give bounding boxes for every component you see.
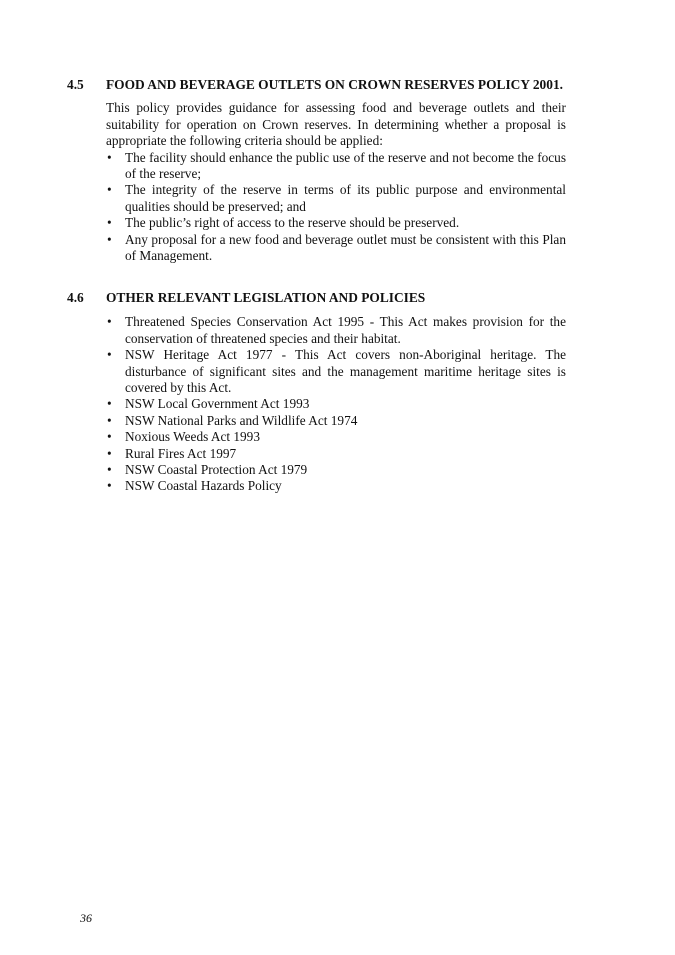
list-item-text: NSW Coastal Protection Act 1979 — [125, 462, 308, 478]
bullet-icon: • — [107, 478, 112, 494]
bullet-icon: • — [107, 396, 112, 412]
list-item — [106, 182, 566, 215]
list-item-text: Any proposal for a new food and beverage outlet must be consistent with this Plan of Management. — [125, 231, 566, 264]
list-item-text: Noxious Weeds Act 1993 — [125, 429, 260, 445]
bullet-icon: • — [107, 429, 112, 445]
list-item — [106, 396, 566, 412]
list-item — [106, 314, 566, 347]
bullet-icon: • — [107, 182, 112, 198]
list-item-text: Threatened Species Conservation Act 1995 - This Act makes provision for the conservation of threatened species and their habitat. — [125, 314, 566, 346]
bullet-icon: • — [107, 347, 112, 363]
list-item-text: NSW Coastal Hazards Policy — [125, 478, 282, 494]
list-item — [106, 232, 566, 265]
list-item-text: NSW National Parks and Wildlife Act 1974 — [125, 412, 358, 428]
page-number: 36 — [80, 911, 92, 925]
bullet-icon: • — [107, 445, 112, 461]
section-heading — [67, 290, 566, 306]
list-item — [106, 347, 566, 396]
bullet-icon: • — [107, 412, 112, 428]
bullet-icon: • — [107, 149, 112, 165]
section-title: FOOD AND BEVERAGE OUTLETS ON CROWN RESERVES POLICY 2001. — [106, 77, 563, 92]
section-4-5 — [67, 77, 566, 264]
list-item-text: The facility should enhance the public use of the reserve and not become the focus of the reserve; — [125, 149, 566, 182]
bullet-icon: • — [107, 462, 112, 478]
list-item-text: NSW Heritage Act 1977 - This Act covers non-Aboriginal heritage. The disturbance of significant sites and the management maritime heritage sites is covered by this Act. — [125, 347, 566, 396]
section-title: OTHER RELEVANT LEGISLATION AND POLICIES — [106, 290, 426, 305]
criteria-list — [106, 150, 566, 265]
list-item — [106, 413, 566, 429]
list-item-text: The public’s right of access to the reserve should be preserved. — [125, 215, 460, 231]
section-intro-paragraph: This policy provides guidance for assessing food and beverage outlets and their suitability for operation on Crown reserves. In determining whether a proposal is appropriate the following criteria should be applied: — [106, 100, 566, 149]
list-item-text: NSW Local Government Act 1993 — [125, 396, 310, 412]
list-item — [106, 150, 566, 183]
section-number: 4.6 — [67, 290, 84, 305]
section-heading — [67, 77, 566, 93]
bullet-icon: • — [107, 231, 112, 247]
section-number: 4.5 — [67, 77, 84, 92]
legislation-list — [106, 314, 566, 494]
bullet-icon: • — [107, 314, 112, 330]
section-4-6 — [67, 290, 566, 495]
list-item-text: The integrity of the reserve in terms of its public purpose and environmental qualities should be preserved; and — [125, 182, 566, 214]
list-item — [106, 215, 566, 231]
list-item — [106, 478, 566, 494]
list-item — [106, 429, 566, 445]
list-item-text: Rural Fires Act 1997 — [125, 445, 237, 461]
list-item — [106, 446, 566, 462]
list-item — [106, 462, 566, 478]
bullet-icon: • — [107, 215, 112, 231]
